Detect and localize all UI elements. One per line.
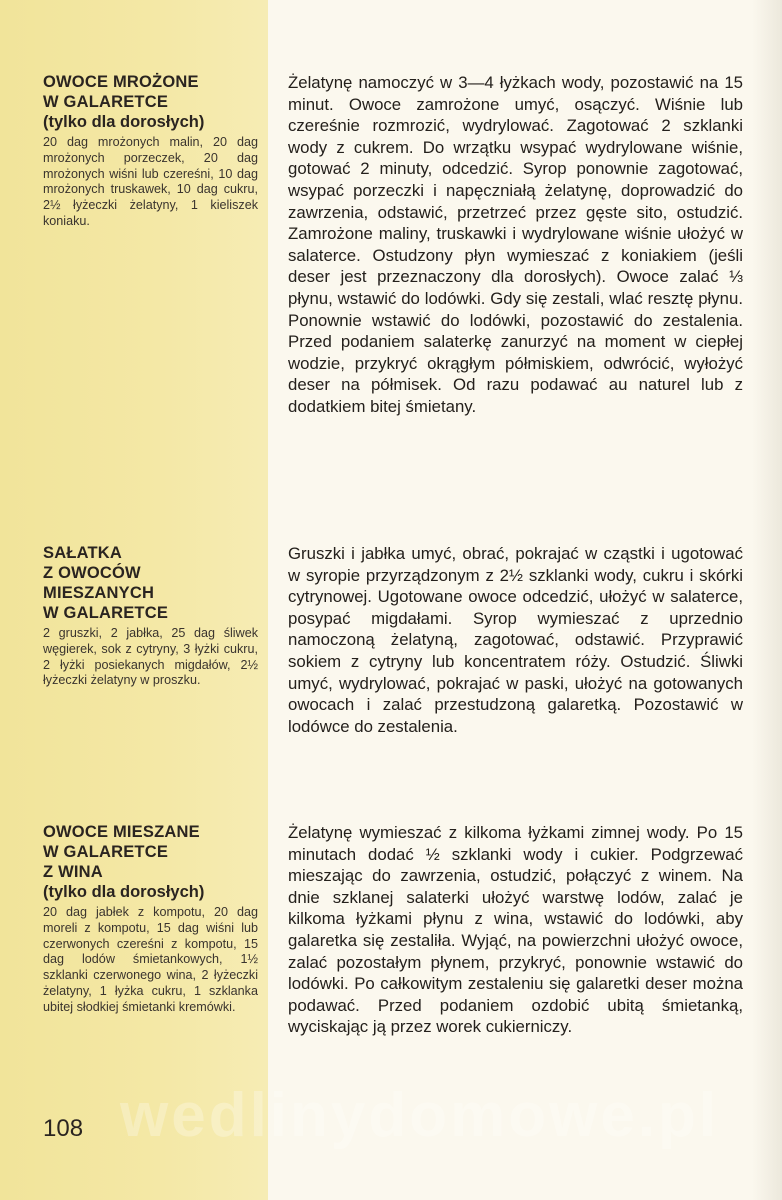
recipe-1-instructions: Żelatynę namoczyć w 3—4 łyżkach wody, pozostawić na 15 minut. Owoce zamrożone umyć, osączyć. Wiśnie lub czereśnie rozmrozić, wydrylować. Zagotować 2 szklanki wody z cukrem. Do wrzątku wsypać wydrylowane wiśnie, gotować 2 minuty, odcedzić. Syrop ponownie zagotować, wsypać porzeczki i napęczniałą żelatynę, doprowadzić do zawrzenia, odstawić, przetrzeć przez gęste sito, ostudzić. Zamrożone maliny, truskawki i wydrylowane wiśnie ułożyć w salaterce. Ostudzony płyn wymieszać z koniakiem (jeśli deser jest przeznaczony dla dorosłych). Owoce zalać ⅓ płynu, wstawić do lodówki. Gdy się zestali, wlać resztę płynu. Ponownie wstawić do lodówki, pozostawić do zestalenia. Przed podaniem salaterkę zanurzyć na moment w ciepłej wodzie, przykryć okrągłym półmiskiem, odwrócić, wyłożyć deser na półmisek. Od razu podawać au naturel lub z dodatkiem bitej śmietany. xyxy=(288,73,743,416)
recipe-1-subtitle: (tylko dla dorosłych) xyxy=(43,113,205,131)
recipe-3-heading-block xyxy=(43,822,258,1016)
recipe-1-title: OWOCE MROŻONE W GALARETCE xyxy=(43,73,199,111)
recipe-2-ingredients: 2 gruszki, 2 jabłka, 25 dag śliwek węgierek, sok z cytryny, 3 łyżki cukru, 2 łyżki posiekanych migdałów, 2½ łyżeczki żelatyny w proszku. xyxy=(43,626,258,688)
recipe-3-instructions: Żelatynę wymieszać z kilkoma łyżkami zimnej wody. Po 15 minutach dodać ½ szklanki wody i cukier. Podgrzewać mieszając do zawrzenia, ostudzić, połączyć z winem. Na dnie szklanej salaterki ułożyć warstwę lodów, zalać je kilkoma łyżkami płynu z wina, wstawić do lodówki, aby galaretka się zestaliła. Wyjąć, na powierzchni ułożyć owoce, zalać pozostałym płynem, przykryć, ponownie wstawić do lodówki. Po całkowitym zestaleniu się galaretki deser można podawać. Przed podaniem ozdobić ubitą śmietanką, wyciskając ją przez worek cukierniczy. xyxy=(288,823,743,1037)
recipe-2-heading-block xyxy=(43,543,258,689)
recipe-2-title: SAŁATKA Z OWOCÓW MIESZANYCH W GALARETCE xyxy=(43,544,169,622)
recipe-2-instructions: Gruszki i jabłka umyć, obrać, pokrajać w cząstki i ugotować w syropie przyrządzonym z 2½ szklanki wody, cukru i skórki cytrynowej. Ugotowane owoce odcedzić, ułożyć w salaterce, posypać migdałami. Syrop wymieszać z uprzednio namoczoną żelatyną, zagotować, odstawić. Przyprawić sokiem z cytryny lub koncentratem róży. Ostudzić. Śliwki umyć, wydrylować, pokrajać w paski, ułożyć na gotowanych owocach i zalać przestudzoną galaretką. Pozostawić w lodówce do zestalenia. xyxy=(288,544,743,736)
page-gutter xyxy=(752,0,782,1200)
watermark: wedlinydomowe.pl xyxy=(120,1081,720,1150)
recipe-3-subtitle: (tylko dla dorosłych) xyxy=(43,883,205,901)
page-number: 108 xyxy=(43,1115,84,1142)
recipe-1-ingredients: 20 dag mrożonych malin, 20 dag mrożonych porzeczek, 20 dag mrożonych wiśni lub czereśni, 10 dag mrożonych truskawek, 10 dag cukru, 2½ łyżeczki żelatyny, 1 kieliszek koniaku. xyxy=(43,135,258,228)
recipe-1-heading-block xyxy=(43,72,258,230)
recipe-3-ingredients: 20 dag jabłek z kompotu, 20 dag moreli z kompotu, 15 dag wiśni lub czerwonych czereśni z kompotu, 15 dag lodów śmietankowych, 1½ szklanki czerwonego wina, 2 łyżeczki żelatyny, 1 łyżka cukru, 1 szklanka ubitej słodkiej śmietanki kremówki. xyxy=(43,905,258,1014)
recipe-3-title: OWOCE MIESZANE W GALARETCE Z WINA xyxy=(43,823,200,881)
